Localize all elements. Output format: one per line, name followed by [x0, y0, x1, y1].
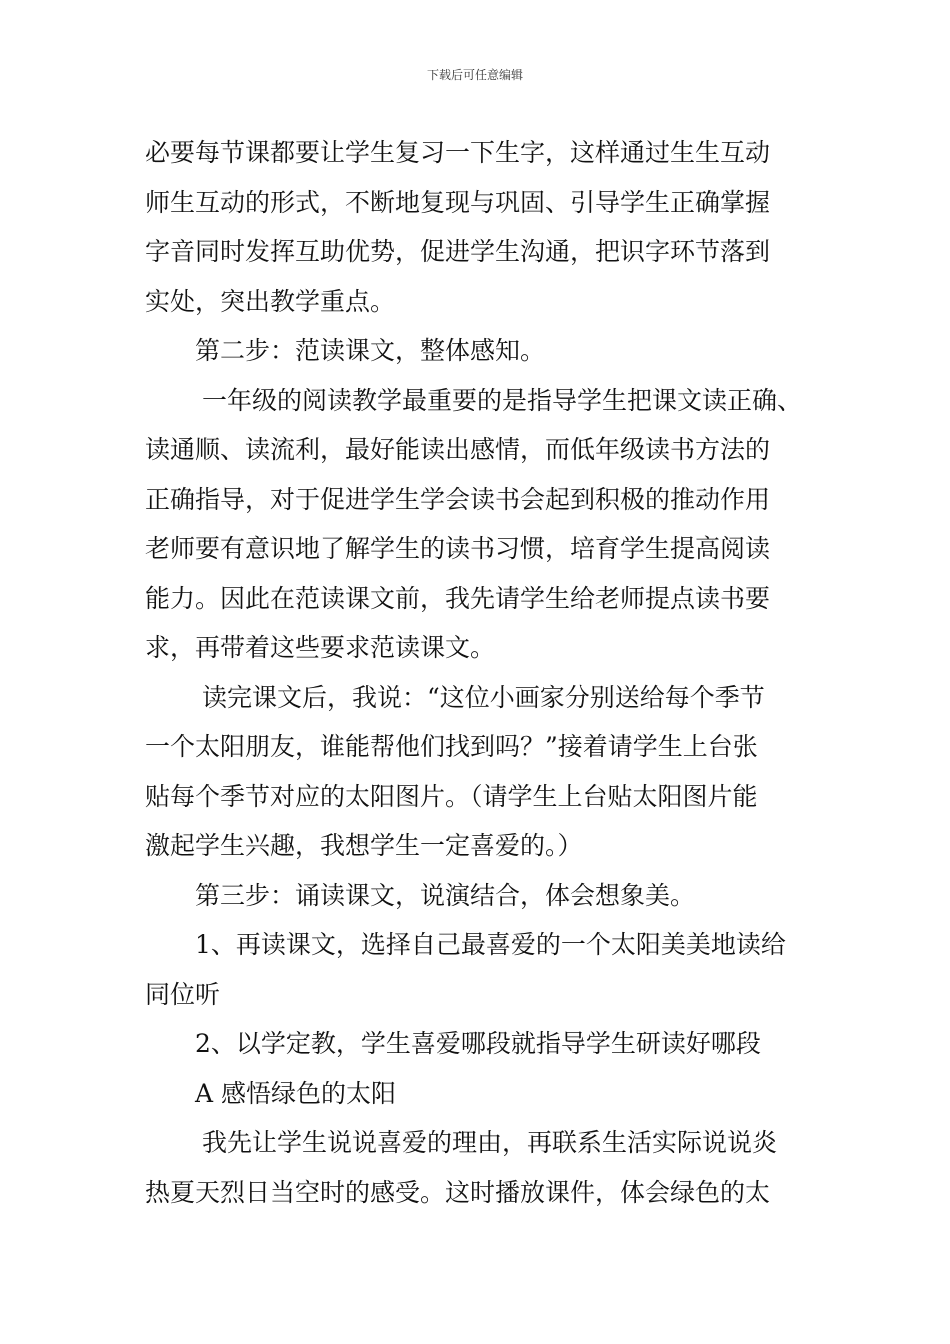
text-line: 一个太阳朋友，谁能帮他们找到吗？”接着请学生上台张 — [145, 732, 758, 761]
text-line: 热夏天烈日当空时的感受。这时播放课件，体会绿色的太 — [145, 1177, 771, 1207]
page-header: 下载后可任意编辑 — [426, 68, 523, 82]
text-line: 我先让学生说说喜爱的理由，再联系生活实际说说炎 — [202, 1128, 778, 1157]
text-line: 求，再带着这些要求范读课文。 — [145, 633, 496, 662]
text-line: 激起学生兴趣，我想学生一定喜爱的。） — [145, 831, 583, 860]
text-line: 读通顺、读流利，最好能读出感情，而低年级读书方法的 — [145, 435, 771, 464]
text-line: 师生互动的形式，不断地复现与巩固、引导学生正确掌握 — [145, 187, 771, 217]
document-body — [145, 128, 820, 1217]
text-line: 1、再读课文，选择自己最喜爱的一个太阳美美地读给 — [195, 930, 786, 959]
text-line: 正确指导，对于促进学生学会读书会起到积极的推动作用 — [145, 484, 771, 514]
text-line: 读完课文后，我说：“这位小画家分别送给每个季节 — [202, 682, 765, 712]
text-line: 2、以学定教，学生喜爱哪段就指导学生研读好哪段 — [195, 1029, 761, 1058]
text-line: 必要每节课都要让学生复习一下生字，这样通过生生互动 — [145, 138, 771, 167]
text-line: 实处，突出教学重点。 — [145, 286, 396, 316]
text-line: 贴每个季节对应的太阳图片。（请学生上台贴太阳图片能 — [145, 781, 758, 811]
subsection-heading: A 感悟绿色的太阳 — [195, 1078, 397, 1108]
text-line: 能力。因此在范读课文前，我先请学生给老师提点读书要 — [145, 583, 771, 613]
text-line: 老师要有意识地了解学生的读书习惯，培育学生提高阅读 — [145, 534, 771, 563]
section-heading: 第二步：范读课文，整体感知。 — [195, 336, 546, 365]
text-line: 字音同时发挥互助优势，促进学生沟通，把识字环节落到 — [145, 237, 771, 266]
text-line: 同位听 — [145, 979, 221, 1009]
section-heading: 第三步：诵读课文，说演结合，体会想象美。 — [195, 880, 696, 910]
text-line: 一年级的阅读教学最重要的是指导学生把课文读正确、 — [202, 385, 803, 415]
